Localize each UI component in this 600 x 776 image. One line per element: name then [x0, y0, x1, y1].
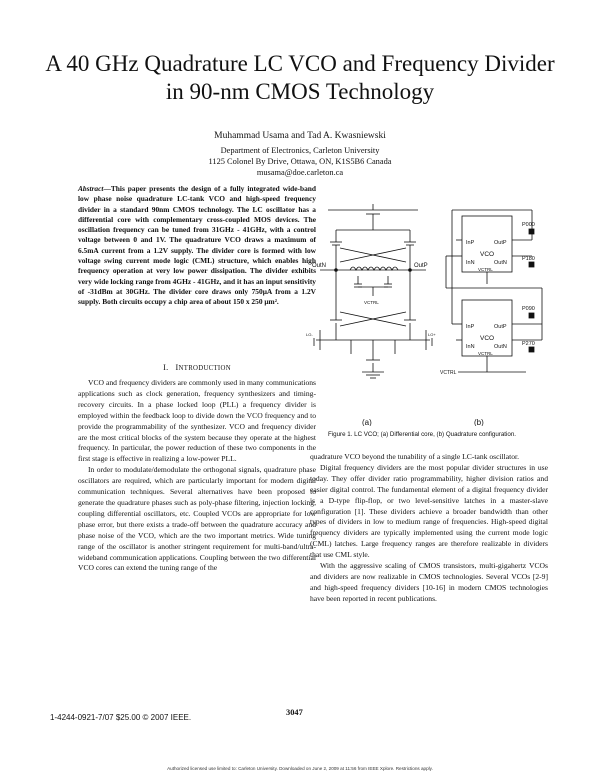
label-a: (a) — [362, 418, 372, 426]
figure-1 — [306, 200, 552, 426]
affiliation-address: 1125 Colonel By Drive, Ottawa, ON, K1S5B6 Canada — [208, 156, 392, 166]
label-outn: OutN — [312, 263, 327, 269]
label-p180: P180 — [522, 256, 535, 262]
section-heading — [78, 363, 316, 372]
section-number: I. — [163, 363, 169, 372]
paper-title — [20, 50, 580, 106]
label-p090: P090 — [522, 306, 535, 312]
authors: Muhammad Usama and Tad A. Kwasniewski — [214, 131, 386, 141]
title-line-1: A 40 GHz Quadrature LC VCO and Frequency Divider — [45, 51, 555, 76]
block2-inp: InP — [466, 324, 475, 330]
label-p000: P000 — [522, 222, 535, 228]
section-title-rest: NTRODUCTION — [178, 365, 231, 372]
authorization-notice: Authorized licensed use limited to: Carleton University. Downloaded on June 2, 2009 at 11:56 from IEEE Xplore. Restrictions apply. — [167, 766, 433, 771]
paragraph-right-3: With the aggressive scaling of CMOS transistors, multi-gigahertz VCOs and dividers are now realizable in CMOS technologies. Several VCOs [2-9] and high-speed frequency dividers [10-16] in modern CMOS technologies have been reported in recent publications. — [310, 561, 548, 603]
paragraph-intro-1: VCO and frequency dividers are commonly used in many communications applications such as clock generation, frequency synthesizers and timing-recovery circuits. In a phase locked loop (PLL) a frequency divider is employed within the feedback loop to divide down the VCO frequency and to provide the programmability of the synthesizer. VCO and frequency divider are the most critical blocks of the system because they operate at the highest frequency. In particular, the power reduction of these two components in the first stage is effective in realizing a low-power PLL. — [78, 378, 316, 464]
section-title-first: I — [175, 363, 179, 372]
label-vctrl-b: VCTRL — [440, 370, 457, 376]
block1-vco: VCO — [480, 251, 495, 258]
paragraph-right-2: Digital frequency dividers are the most popular divider structures in use today. They offer divider ratio programmability, higher division ratios and easier digital control. The fundamental element of a digital frequency divider is a D-type flip-flop, or two level-sensitive latches in a master-slave configuration [1]. These dividers achieve a broader bandwidth than other types of dividers in low to medium range of frequencies. High-speed digital frequency dividers are typically implemented using the current mode logic (CML) latches. Large frequency ranges are therefore realizable in dividers that use CML style. — [310, 462, 548, 560]
label-lo-plus: LO+ — [428, 332, 436, 337]
block1-outp: OutP — [494, 240, 507, 246]
block2-outp: OutP — [494, 324, 507, 330]
page-number: 3047 — [286, 708, 303, 717]
block1-inn: InN — [466, 260, 475, 266]
block2-vctrl: VCTRL — [478, 351, 493, 356]
affiliation — [0, 146, 600, 178]
block1-inp: InP — [466, 240, 475, 246]
abstract — [78, 184, 316, 308]
label-b: (b) — [474, 418, 484, 426]
affiliation-email: musama@doe.carleton.ca — [256, 167, 344, 177]
label-vctrl-a: VCTRL — [364, 300, 379, 305]
right-column — [310, 452, 548, 605]
differential-core-schematic — [314, 204, 432, 378]
paragraph-intro-2: In order to modulate/demodulate the orthogonal signals, quadrature phase oscillators are required, which are particularly important for modern digital communication techniques. Several alternatives have been proposed to generate the quadrature phases such as poly-phase filtering, injection locking, coupling differential oscillators, etc. Coupled VCOs are appropriate for low phase error, but there exists a trade-off between the quadrature accuracy and phase noise of the VCO, which are the two important metrics. Wide tuning range of the oscillator is another stringent requirement for multi-band/ultra-wideband communication applications. Coupling between the two differential VCO cores can extend the tuning range of the — [78, 465, 316, 573]
label-outp: OutP — [414, 263, 428, 269]
label-lo-minus: LO- — [306, 332, 313, 337]
block2-vco: VCO — [480, 335, 495, 342]
left-column — [78, 378, 316, 574]
block1-outn: OutN — [494, 260, 507, 266]
label-p270: P270 — [522, 341, 535, 347]
figure-caption: Figure 1. LC VCO; (a) Differential core, (b) Quadrature configuration. — [328, 431, 516, 438]
abstract-body: —This paper presents the design of a fully integrated wide-band low phase noise quadrature LC-tank VCO and high-speed frequency divider in a standard 90nm CMOS technology. The LC oscillator has a differential core with complementary cross-coupled MOS devices. The oscillation frequency can be tuned from 31GHz - 41GHz, with a control voltage between 0 and 1V. The quadrature VCO draws a maximum of 6.5mA current from a 1.2V supply. The divider core is formed with low voltage swing current mode logic (CML) structure, which enables high frequency operation at very low power dissipation. The divider exhibits very wide locking range from 4GHz - 41GHz, and it has an input sensitivity of -31dBm at 30GHz. The divider core draws only 750μA from a 1.2V supply. Both circuits occupy a chip area of about 150 x 250 μm². — [78, 184, 316, 307]
isbn-notice: 1-4244-0921-7/07 $25.00 © 2007 IEEE. — [50, 713, 192, 722]
block2-inn: InN — [466, 344, 475, 350]
affiliation-dept: Department of Electronics, Carleton University — [220, 146, 380, 155]
title-line-2: in 90-nm CMOS Technology — [165, 79, 435, 104]
abstract-label: Abstract — [78, 184, 104, 193]
paragraph-right-1: quadrature VCO beyond the tunability of a single LC-tank oscillator. — [310, 452, 520, 461]
block2-outn: OutN — [494, 344, 507, 350]
block1-vctrl: VCTRL — [478, 267, 493, 272]
